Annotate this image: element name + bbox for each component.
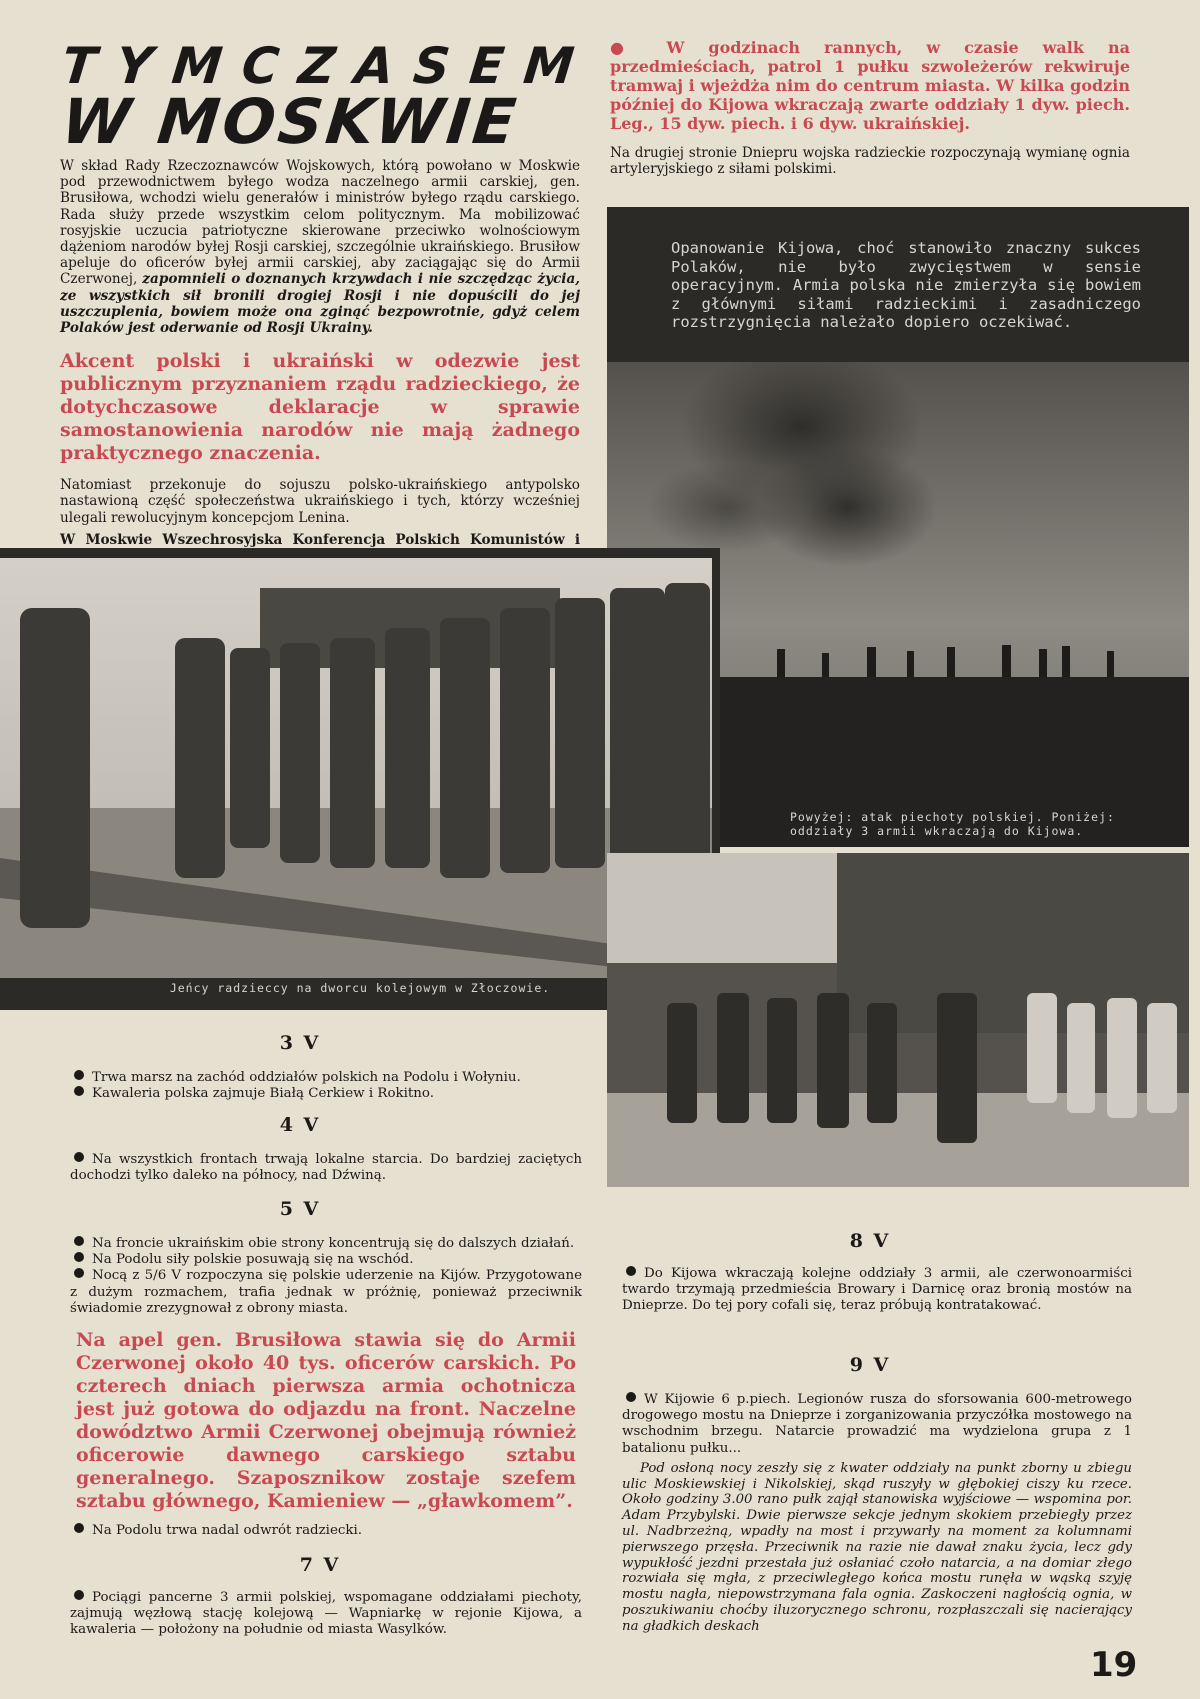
bullet-icon [74, 1236, 84, 1246]
entry-7v-1: Pociągi pancerne 3 armii polskiej, wspomagane oddziałami piechoty, zajmują węzłową stację kolejową — Wapniarkę w rejonie Kijowa, a kawaleria — położony na południe od miasta Wasylków. [70, 1590, 582, 1638]
page-number: 19 [1090, 1645, 1138, 1685]
intro-quote: zapomnieli o doznanych krzywdach i nie szczędząc życia, ze wszystkich sił bronili drogiej Rosji i nie dopuścili do jej uszczuplenia, bowiem może ona zginąć bezpowrotnie, gdyż celem Polaków jest oderwanie od Rosji Ukrainy. [60, 271, 580, 337]
entry-4v-1: Na wszystkich frontach trwają lokalne starcia. Do bardziej zaciętych dochodzi tylko daleko na północy, nad Dźwiną. [70, 1152, 582, 1184]
entry-3v-1: Trwa marsz na zachód oddziałów polskich na Podolu i Wołyniu. [70, 1070, 582, 1086]
entry-5v-2: Na Podolu siły polskie posuwają się na wschód. [70, 1252, 582, 1268]
entries-3v [70, 1070, 582, 1102]
quote-box [607, 207, 1189, 362]
date-3v: 3 V [279, 1032, 321, 1054]
entry-5v-4: Na Podolu trwa nadal odwrót radziecki. [70, 1523, 582, 1539]
entries-8v [622, 1266, 1132, 1315]
bullet-icon [74, 1152, 84, 1162]
intro-paragraph [60, 158, 580, 336]
red-paragraph-tramwaj: ● W godzinach rannych, w czasie walk na przedmieściach, patrol 1 pułku szwoleżerów rekwiruje tramwaj i wjeżdża nim do centrum miasta. W kilka godzin później do Kijowa wkraczają zwarte oddziały 1 dyw. piech. Leg., 15 dyw. piech. i 6 dyw. ukraińskiej. [610, 38, 1130, 133]
red-paragraph-akcent: Akcent polski i ukraiński w odezwie jest publicznym przyznaniem rządu radzieckiego, że dotychczasowe deklaracje w sprawie samostanowienia narodów nie mają żadnego praktycznego znaczenia. [60, 350, 580, 465]
bullet-icon [626, 1392, 636, 1402]
bullet-icon [626, 1266, 636, 1276]
bullet-icon [74, 1523, 84, 1533]
kyiv-entry-photo [607, 853, 1189, 1187]
caption-prisoners: Jeńcy radzieccy na dworcu kolejowym w Złoczowie. [169, 981, 551, 995]
caption-attack: Powyżej: atak piechoty polskiej. Poniżej: oddziały 3 armii wkraczają do Kijowa. [790, 810, 1115, 838]
bullet-icon [74, 1590, 84, 1600]
date-5v: 5 V [279, 1198, 321, 1220]
date-4v: 4 V [279, 1114, 321, 1136]
paragraph-dniepr: Na drugiej stronie Dniepru wojska radzieckie rozpoczynają wymianę ognia artyleryjskiego z siłami polskimi. [610, 145, 1130, 178]
entry-5v-1: Na froncie ukraińskim obie strony koncentrują się do dalszych działań. [70, 1236, 582, 1252]
bullet-icon [74, 1268, 84, 1278]
entry-3v-2: Kawaleria polska zajmuje Białą Cerkiew i Rokitno. [70, 1086, 582, 1102]
left-column [60, 158, 580, 580]
entries-5v [70, 1236, 582, 1539]
intro-text: W skład Rady Rzeczoznawców Wojskowych, którą powołano w Moskwie pod przewodnictwem byłego wodza naczelnego armii carskiej, gen. Brusiłowa, wchodzi wielu generałów i ministrów byłego rządu carskiego. Rada służy przede wszystkim celom politycznym. Ma mobilizować rosyjskie uczucia patriotyczne skierowane przeciwko wolnościowym dążeniom narodów byłej Rosji carskiej, szczególnie ukraińskiego. Brusiłow apeluje do oficerów byłej armii carskiej, aby zaciągając się do Armii Czerwonej, [60, 158, 580, 288]
date-9v: 9 V [849, 1354, 891, 1376]
date-8v: 8 V [849, 1230, 891, 1252]
date-7v: 7 V [299, 1554, 341, 1576]
headline-line-2: W MOSKWIE [58, 85, 523, 158]
bullet-icon [74, 1086, 84, 1096]
entries-4v [70, 1152, 582, 1184]
entries-7v [70, 1590, 582, 1639]
right-column-top [610, 38, 1130, 177]
paragraph-natomiast: Natomiast przekonuje do sojuszu polsko-ukraińskiego antypolsko nastawioną część społeczeństwa ukraińskiego i tych, którzy wcześniej ulegali rewolucyjnym koncepcjom Lenina. [60, 477, 580, 526]
kyiv-entry-photo-image [607, 853, 1189, 1187]
red-paragraph-brusilow: Na apel gen. Brusiłowa stawia się do Armii Czerwonej około 40 tys. oficerów carskich. Po czterech dniach pierwsza armia ochotnicza jest już gotowa do odjazdu na front. Naczelne dowództwo Armii Czerwonej obejmują również oficerowie dawnego carskiego sztabu generalnego. Szaposznikow zostaje szefem sztabu głównego, Kamieniew — „gławkomem”. [76, 1329, 576, 1513]
headline-line-1: TYMCZASEM [58, 37, 597, 95]
bullet-icon [74, 1070, 84, 1080]
quote-box-text: Opanowanie Kijowa, choć stanowiło znaczny sukces Polaków, nie było zwycięstwem w sensie operacyjnym. Armia polska nie zmierzyła się bowiem z głównymi siłami radzieckimi i zasadniczego rozstrzygnięcia należało dopiero oczekiwać. [671, 239, 1141, 331]
entry-9v-1: W Kijowie 6 p.piech. Legionów rusza do sforsowania 600-metrowego drogowego mostu na Dnieprze i zorganizowania przyczółka mostowego na wschodnim brzegu. Natarcie prowadzić ma wydzielona grupa z 1 batalionu pułku... [622, 1392, 1132, 1456]
paragraph-konferencja: W Moskwie Wszechrosyjska Konferencja Polskich Komunistów i [60, 531, 580, 548]
entry-8v-1: Do Kijowa wkraczają kolejne oddziały 3 armii, ale czerwonoarmiści twardo trzymają przedmieścia Browary i Darnicę oraz bronią mostów na Dnieprze. Do tej pory cofali się, teraz próbują kontratakować. [622, 1266, 1132, 1314]
bullet-icon [74, 1252, 84, 1262]
quote-przybylski: Pod osłoną nocy zeszły się z kwater oddziały na punkt zborny u zbiegu ulic Moskiewskiej i Nikolskiej, skąd ruszyły w głębokiej ciszy ku rzece. Około godziny 3.00 rano pułk zajął stanowiska wyjściowe — wspomina por. Adam Przybylski. Dwie pierwsze sekcje jednym skokiem przebiegły przez ul. Nadbrzeżną, wpadły na most i przywarły na moment za kolumnami pierwszego przęsła. Przeciwnik na razie nie dawał znaku życia, lecz gdy wypukłość jezdni przestała już osłaniać czoło natarcia, a na domiar złego rozwiała się mgła, z przeciwległego końca mostu runęła w wąską szyję mostu nagła, niepowstrzymana fala ognia. Zaskoczeni nagłością ognia, w poszukiwaniu choćby iluzorycznego schronu, rozpłaszczali się nacierający na gładkich deskach [622, 1460, 1132, 1634]
entries-9v [622, 1392, 1132, 1635]
entry-5v-3: Nocą z 5/6 V rozpoczyna się polskie uderzenie na Kijów. Przygotowane z dużym rozmachem, trafia jednak w próżnię, ponieważ przeciwnik świadomie zrezygnował z obrony miasta. [70, 1268, 582, 1316]
